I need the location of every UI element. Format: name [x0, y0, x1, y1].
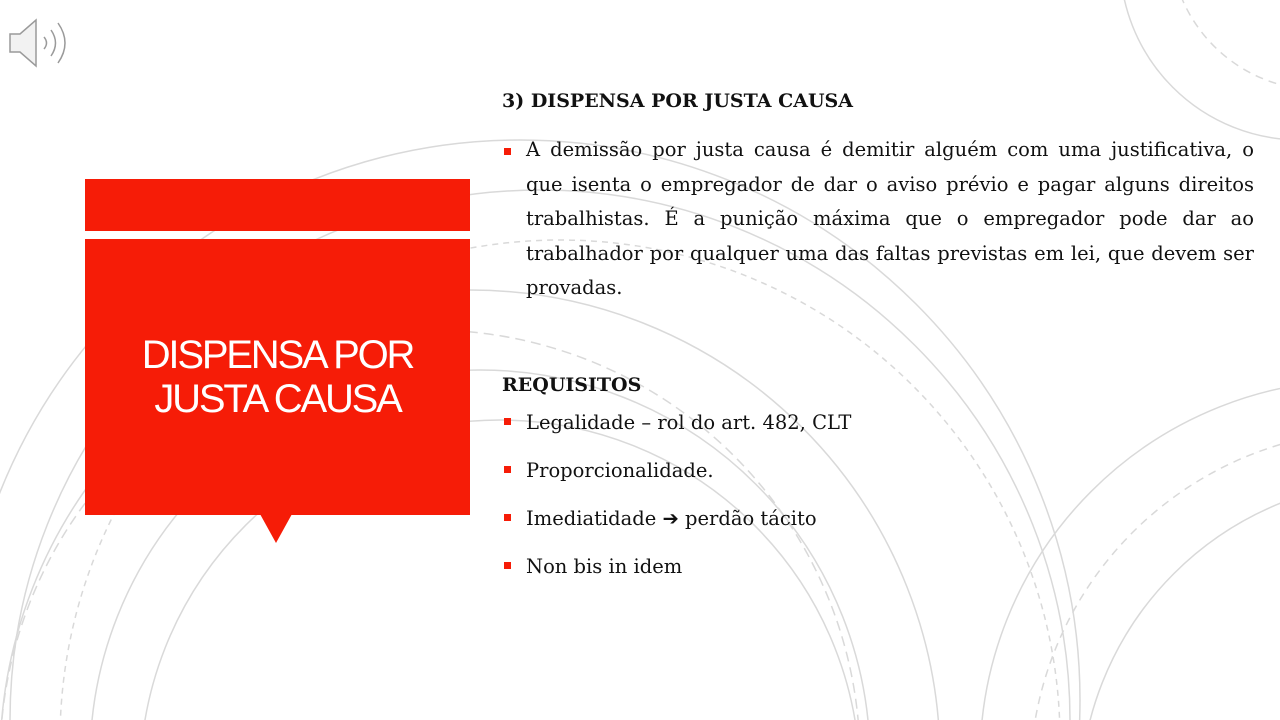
square-bullet-icon: [504, 148, 511, 155]
slide-content: [502, 86, 1254, 600]
list-item: [502, 552, 1254, 600]
slide-title-line-2: JUSTA CAUSA: [154, 377, 401, 421]
definition-paragraph: A demissão por justa causa é demitir alguém com uma justificativa, o que isenta o empregador de dar o aviso prévio e pagar alguns direitos trabalhistas. É a punição máxima que o empregador pode dar ao trabalhador por qualquer uma das faltas previstas em lei, que devem ser provadas.: [526, 138, 1254, 299]
requirement-text: Non bis in idem: [526, 554, 683, 578]
speaker-icon[interactable]: [6, 14, 82, 72]
requirements-list: [502, 408, 1254, 600]
requirements-heading: REQUISITOS: [502, 373, 642, 396]
title-accent-strip: [85, 179, 470, 231]
square-bullet-icon: [504, 562, 511, 569]
requirement-text: Legalidade – rol do art. 482, CLT: [526, 410, 852, 434]
slide-title-line-1: DISPENSA POR: [141, 333, 414, 377]
slide-title-box: [85, 239, 470, 515]
list-item: [502, 408, 1254, 456]
section-heading: 3) DISPENSA POR JUSTA CAUSA: [502, 90, 853, 112]
callout-pointer: [260, 514, 292, 543]
requirement-text: Proporcionalidade.: [526, 458, 714, 482]
square-bullet-icon: [504, 466, 511, 473]
slide-title: [113, 333, 443, 421]
list-item: [502, 504, 1254, 552]
requirement-text: Imediatidade ➔ perdão tácito: [526, 506, 817, 530]
square-bullet-icon: [504, 418, 511, 425]
square-bullet-icon: [504, 514, 511, 521]
definition-bullet: [502, 133, 1254, 306]
list-item: [502, 456, 1254, 504]
